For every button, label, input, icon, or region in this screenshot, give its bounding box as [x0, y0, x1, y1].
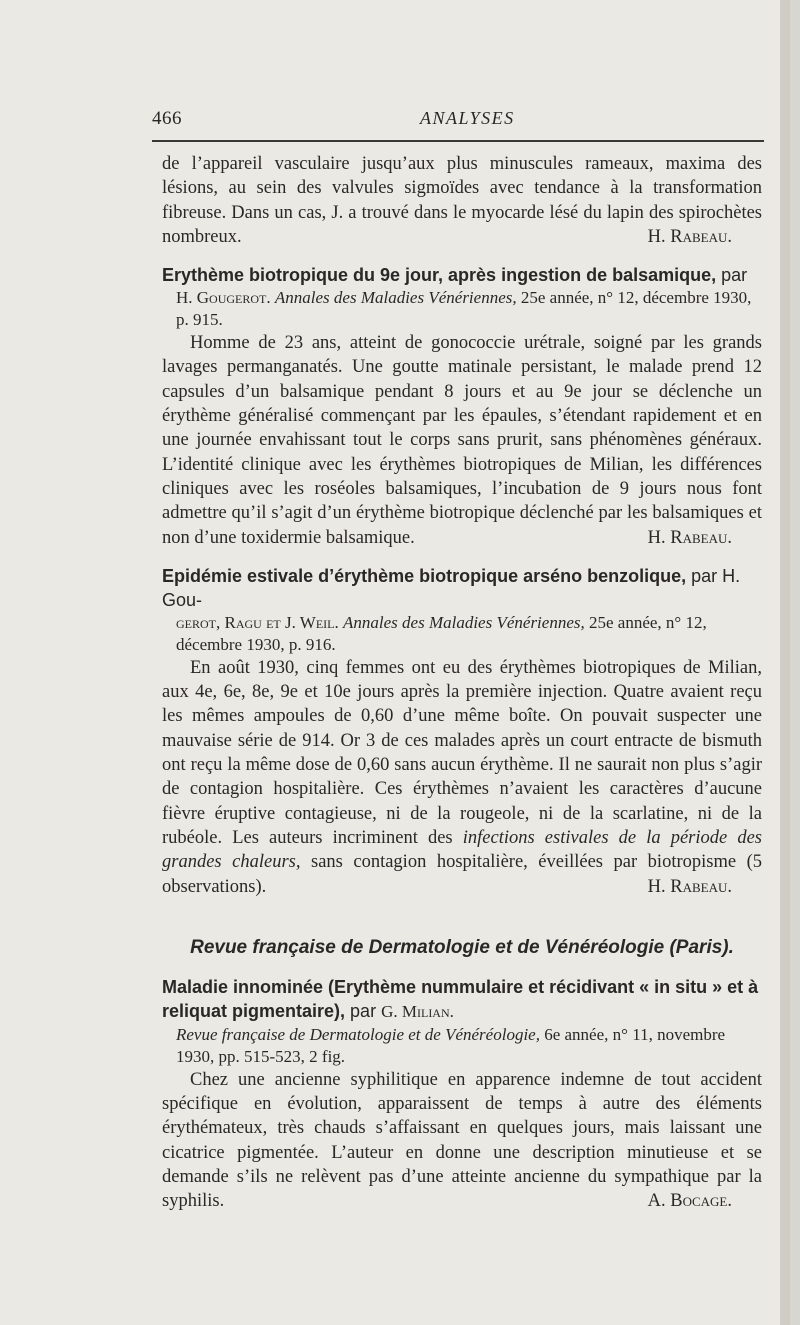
- reference-author: gerot, Ragu et J. Weil.: [176, 612, 339, 632]
- reference-journal: Revue française de Dermatologie et de Vénéréologie,: [176, 1024, 540, 1044]
- article-title: [162, 263, 762, 287]
- continued-paragraph-text: de l’appareil vasculaire jusqu’aux plus minuscules rameaux, maxima des lésions, au sein des valvules sigmoïdes avec tendance à la transformation fibreuse. Dans un cas, J. a trouvé dans le myocarde lésé du lapin des spirochètes nombreux.: [162, 154, 762, 247]
- article-title-text: Epidémie estivale d’érythème biotropique arséno benzolique,: [162, 565, 687, 586]
- page-header: [152, 108, 764, 132]
- reference-author: G. Milian.: [381, 1001, 454, 1021]
- reference-details: 6e année, n° 11, novembre 1930, pp. 515-523, 2 fig.: [176, 1024, 726, 1066]
- article-title-suffix: par: [345, 1000, 377, 1021]
- reference-author: H. Gougerot.: [176, 288, 271, 308]
- header-rule: [152, 140, 764, 142]
- article-title: [162, 975, 762, 1024]
- article-title-suffix: par: [716, 265, 748, 286]
- signature: H. Rabeau.: [647, 876, 732, 897]
- article-body: [162, 1068, 762, 1214]
- page-content: [162, 152, 762, 1214]
- article-body-text: En août 1930, cinq femmes ont eu des érythèmes biotropiques de Milian, aux 4e, 6e, 8e, 9e et 10e jours après la première injection. Quatre avaient reçu les mêmes ampoules de 0,60 d’une même boîte. On pouvait suspecter une mauvaise série de 914. Or 3 de ces malades après un court entracte de bismuth ont reçu la même dose de 0,60 sans aucun érythème. Il ne saurait non plus s’agir de contagion hospitalière. Ces érythèmes n’avaient les caractères d’aucune fièvre éruptive contagieuse, ni de la rougeole, ni de la scarlatine, ni de la rubéole. Les auteurs incriminent des: [162, 657, 762, 848]
- article-title-suffix: par H. Gou-: [162, 565, 741, 610]
- article-body-italic: infections estivales de la période des grandes chaleurs,: [162, 827, 762, 873]
- running-head: ANALYSES: [420, 108, 515, 128]
- article-body-text-end: sans contagion hospitalière, éveillées par biotropisme (5 observations).: [162, 852, 762, 897]
- reference-journal: Annales des Maladies Vénériennes,: [274, 288, 517, 308]
- article-body-text: Homme de 23 ans, atteint de gonococcie urétrale, soigné par les grands lavages permanganatés. Une goutte matinale persistant, le malade prend 12 capsules d’un balsamique pendant 8 jours et au 9e jour se déclenche un érythème généralisé commençant par les épaules, s’étendant rapidement et en une journée envahissant tout le corps sans prurit, sans phénomènes généraux. L’identité clinique avec les érythèmes biotropiques de Milian, les différences cliniques avec les roséoles balsamiques, l’incubation de 9 jours nous font admettre qu’il s’agit d’un érythème biotropique déclenché par les balsamiques et non d’une toxidermie balsamique.: [162, 333, 762, 548]
- reference-journal: Annales des Maladies Vénériennes,: [343, 612, 585, 632]
- page-number: 466: [152, 108, 182, 129]
- page-edge: [780, 0, 790, 1325]
- reference-details: 25e année, n° 12, décembre 1930, p. 916.: [176, 612, 707, 654]
- article-title: [162, 564, 762, 612]
- article-reference: [176, 1024, 762, 1068]
- article-erytheme-balsamique: [162, 263, 762, 550]
- article-reference: [176, 612, 762, 656]
- article-reference: [176, 287, 762, 331]
- signature: H. Rabeau.: [647, 527, 732, 548]
- signature: A. Bocage.: [647, 1191, 732, 1212]
- article-body: [162, 331, 762, 550]
- reference-details: 25e année, n° 12, décembre 1930, p. 915.: [176, 288, 752, 330]
- article-title-text: Maladie innominée (Erythème nummulaire et récidivant « in situ » et à reliquat pigmentaire),: [162, 976, 759, 1021]
- continued-paragraph: [162, 152, 762, 249]
- article-title-text: Erythème biotropique du 9e jour, après ingestion de balsamique,: [162, 265, 717, 286]
- article-body-text: Chez une ancienne syphilitique en apparence indemne de tout accident spécifique en évolution, apparaissent de temps à autre des éléments érythémateux, très chauds s’affaissant en quelques jours, mais laissant une cicatrice pigmentée. L’auteur en donne une description minutieuse et se demande s’ils ne relèvent pas d’une atteinte ancienne du sympathique par la syphilis.: [162, 1069, 762, 1212]
- article-maladie-innominee: [162, 975, 762, 1214]
- signature: H. Rabeau.: [647, 226, 732, 247]
- article-body: [162, 656, 762, 899]
- article-epidemie-estivale: [162, 564, 762, 899]
- journal-section-heading: Revue française de Dermatologie et de Vénéréologie (Paris).: [190, 936, 734, 958]
